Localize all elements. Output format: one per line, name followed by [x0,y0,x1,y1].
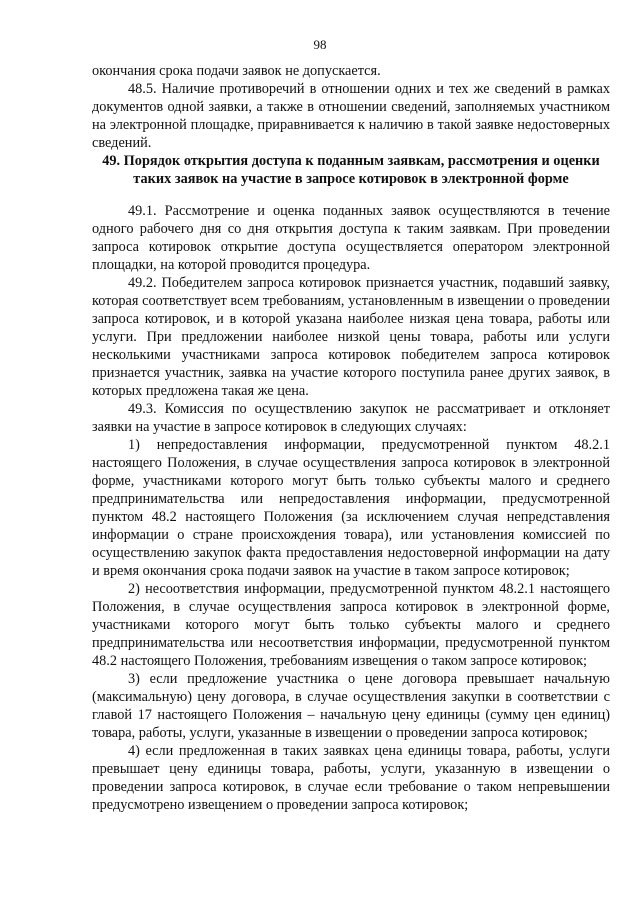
list-item-1: 1) непредоставления информации, предусмотренной пунктом 48.2.1 настоящего Положения, в случае осуществления запроса котировок в электронной форме, участниками которого могут быть только субъекты малого и среднего предпринимательства или непредоставления информации, предусмотренной пунктом 48.2 настоящего Положения (за исключением случая непредставления информации о стране происхождения товара), или установления комиссией по осуществлению закупок факта предоставления недостоверной информации на дату и время окончания срока подачи заявок на участие в таком запросе котировок; [92,437,610,579]
document-body [92,62,610,814]
paragraph-49-3: 49.3. Комиссия по осуществлению закупок не рассматривает и отклоняет заявки на участие в запросе котировок в следующих случаях: [92,401,610,435]
paragraph-49-1: 49.1. Рассмотрение и оценка поданных заявок осуществляются в течение одного рабочего дня со дня открытия доступа к таким заявкам. При проведении запроса котировок открытие доступа осуществляется оператором электронной площадки, на которой проводится процедура. [92,203,610,273]
list-item-3: 3) если предложение участника о цене договора превышает начальную (максимальную) цену договора, в случае осуществления закупки в соответствии с главой 17 настоящего Положения – начальную цену единицы (сумму цен единиц) товара, работы, услуги, указанные в извещении о проведении запроса котировок; [92,671,610,741]
paragraph-48-5: 48.5. Наличие противоречий в отношении одних и тех же сведений в рамках документов одной заявки, а также в отношении сведений, заполняемых участником на электронной площадке, приравнивается к наличию в такой заявке недостоверных сведений. [92,81,610,151]
section-heading-49: 49. Порядок открытия доступа к поданным заявкам, рассмотрения и оценки таких заявок на участие в запросе котировок в электронной форме [102,153,600,187]
page-number: 98 [313,37,327,52]
list-item-4: 4) если предложенная в таких заявках цена единицы товара, работы, услуги превышает цену единицы товара, работы, услуги, указанную в извещении о проведении запроса котировок, в случае если требование о таком непревышении предусмотрено извещением о проведении запроса котировок; [92,743,610,813]
paragraph-49-2: 49.2. Победителем запроса котировок признается участник, подавший заявку, которая соответствует всем требованиям, установленным в извещении о проведении запроса котировок, и в которой указана наиболее низкая цена товара, работы или услуги. При предложении наиболее низкой цены товара, работы или услуги несколькими участниками запроса котировок победителем запроса котировок признается участник, заявка на участие которого поступила ранее других заявок, в которых предложена такая же цена. [92,275,610,399]
list-item-2: 2) несоответствия информации, предусмотренной пунктом 48.2.1 настоящего Положения, в случае осуществления запроса котировок в электронной форме, участниками которого могут быть только субъекты малого и среднего предпринимательства или несоответствия информации, предусмотренной пунктом 48.2 настоящего Положения, требованиям извещения о таком запросе котировок; [92,581,610,669]
paragraph-0: окончания срока подачи заявок не допускается. [92,63,381,79]
